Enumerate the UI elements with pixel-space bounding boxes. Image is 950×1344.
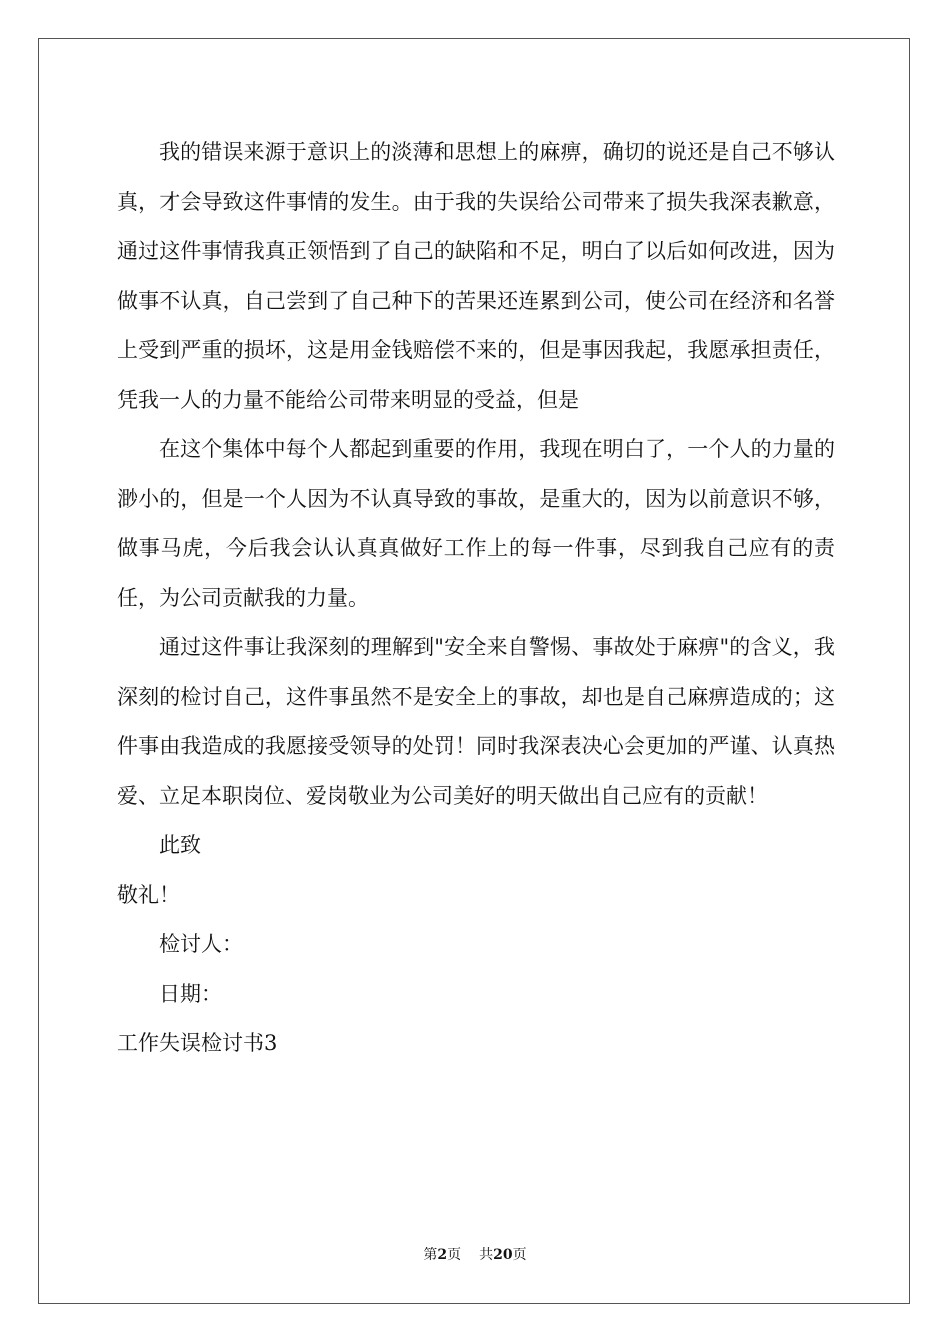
total-prefix: 共 [479, 1247, 494, 1263]
closing-salutation: 此致 [159, 833, 201, 857]
page-prefix: 第 [423, 1247, 438, 1263]
closing-regards: 敬礼！ [117, 882, 180, 907]
page-footer [0, 1244, 950, 1264]
total-pages: 20 [493, 1247, 513, 1263]
date-label: 日期： [159, 981, 222, 1006]
page-suffix: 页 [447, 1247, 462, 1263]
total-suffix: 页 [512, 1247, 527, 1263]
next-section-title: 工作失误检讨书3 [117, 1031, 278, 1055]
paragraph-3: 通过这件事让我深刻的理解到"安全来自警惕、事故处于麻痹"的含义，我深刻的检讨自己，这件事虽然不是安全上的事故，却也是自己麻痹造成的；这件事由我造成的我愿接受领导的处罚！同时我深表决心会更加的严谨、认真热爱、立足本职岗位、爱岗敬业为公司美好的明天做出自己应有的贡献！ [117, 635, 835, 808]
page-number: 2 [437, 1247, 448, 1263]
paragraph-2: 在这个集体中每个人都起到重要的作用，我现在明白了，一个人的力量的渺小的，但是一个人因为不认真导致的事故，是重大的，因为以前意识不够，做事马虎，今后我会认认真真做好工作上的每一件事，尽到我自己应有的责任，为公司贡献我的力量。 [117, 437, 835, 610]
paragraph-1: 我的错误来源于意识上的淡薄和思想上的麻痹，确切的说还是自己不够认真，才会导致这件事情的发生。由于我的失误给公司带来了损失我深表歉意，通过这件事情我真正领悟到了自己的缺陷和不足，明白了以后如何改进，因为做事不认真，自己尝到了自己种下的苦果还连累到公司，使公司在经济和名誉上受到严重的损坏，这是用金钱赔偿不来的，但是事因我起，我愿承担责任，凭我一人的力量不能给公司带来明显的受益，但是 [117, 140, 835, 412]
signer-label: 检讨人： [159, 932, 243, 956]
document-body [117, 128, 835, 1069]
